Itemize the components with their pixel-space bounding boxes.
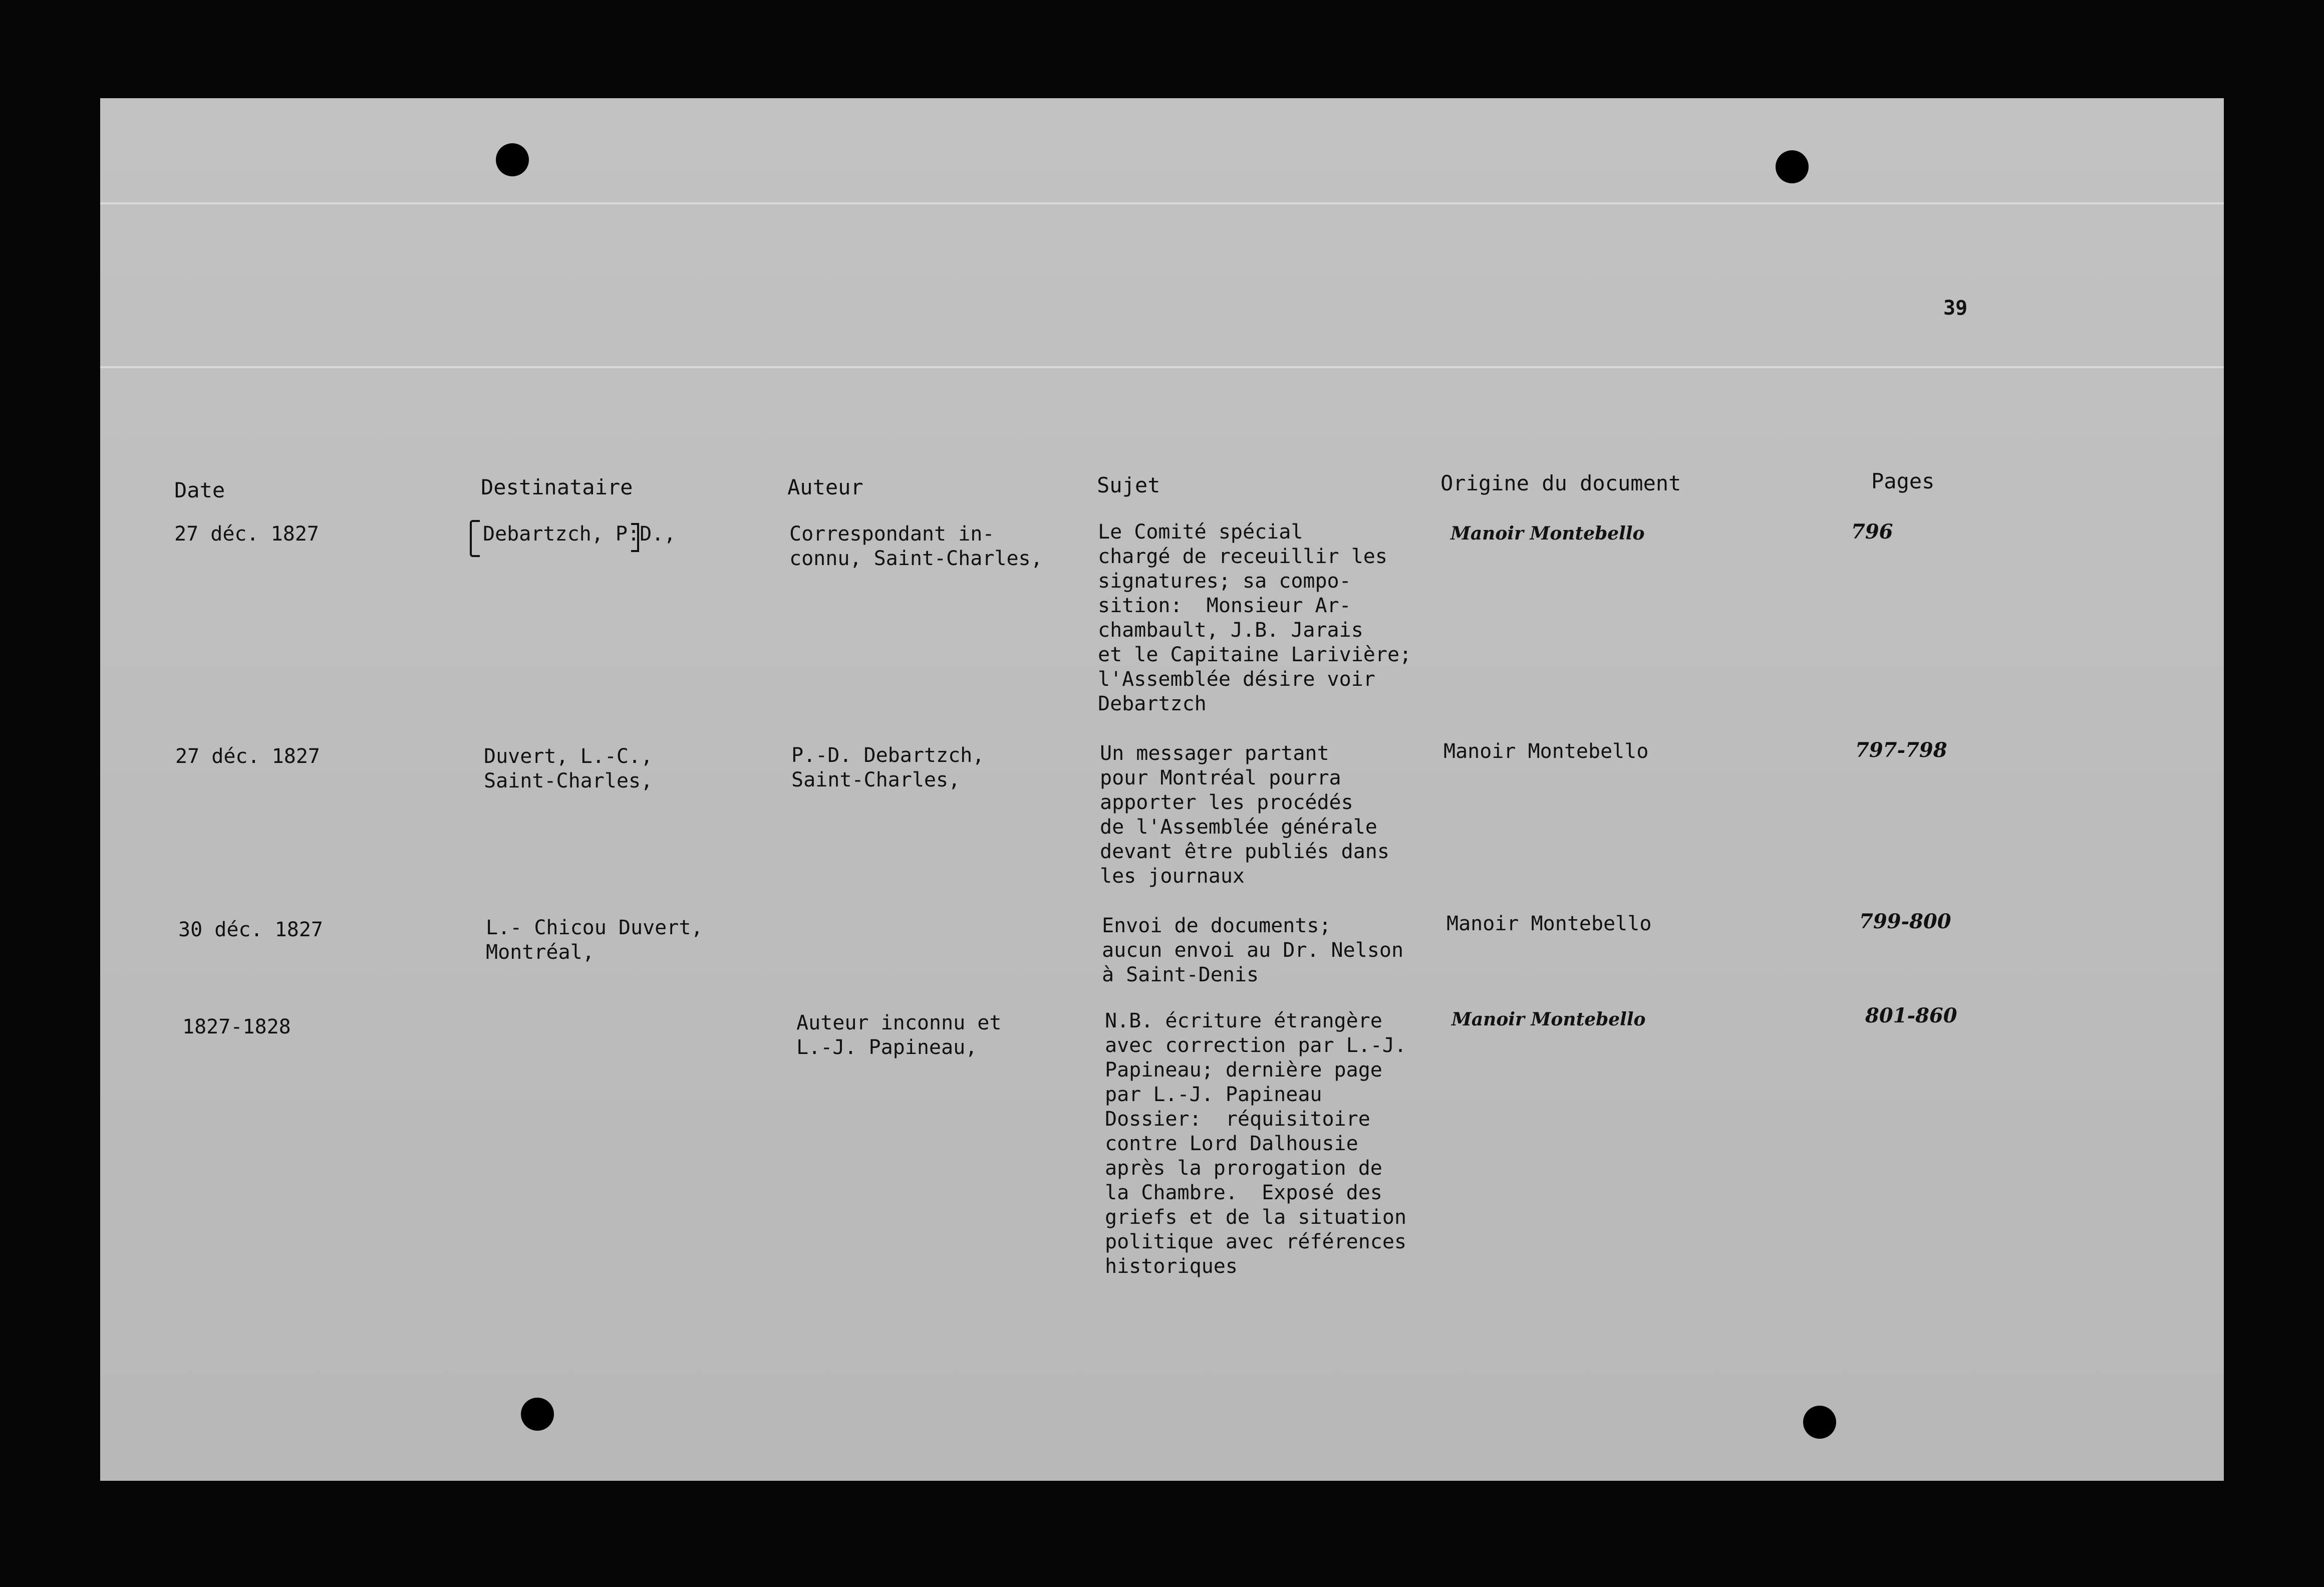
row-4-date: 1827-1828 [182,1015,291,1038]
header-origine: Origine du document [1440,471,1681,495]
header-sujet: Sujet [1097,473,1160,497]
row-3-origine: Manoir Montebello [1446,912,1652,935]
row-3-date: 30 déc. 1827 [178,918,323,941]
row-2-sujet: Un messager partant pour Montréal pourra apporter les procédés de l'Assemblée générale devant être publiés dans les journaux [1100,742,1389,888]
row-3-pages: 799-800 [1859,910,1951,933]
row-2-origine: Manoir Montebello [1443,740,1649,763]
fold-line [100,202,2224,204]
header-pages: Pages [1871,469,1935,493]
bracket-mark [470,520,480,557]
row-1-destinataire: Debartzch, P:D., [483,522,676,546]
punch-hole [1803,1406,1836,1439]
punch-hole [1776,150,1809,183]
row-1-auteur: Correspondant in- connu, Saint-Charles, [789,522,1043,570]
fold-line [100,366,2224,368]
row-4-auteur: Auteur inconnu et L.-J. Papineau, [796,1011,1002,1059]
row-2-date: 27 déc. 1827 [175,745,320,768]
document-sheet [100,98,2224,1481]
header-destinataire: Destinataire [481,475,633,499]
row-3-sujet: Envoi de documents; aucun envoi au Dr. Nelson à Saint-Denis [1102,914,1404,986]
row-4-origine: Manoir Montebello [1451,1009,1646,1030]
punch-hole [496,143,529,176]
row-1-pages: 796 [1851,520,1893,544]
row-1-origine: Manoir Montebello [1450,523,1645,544]
row-4-pages: 801-860 [1865,1004,1957,1027]
header-date: Date [174,478,225,502]
row-2-destinataire: Duvert, L.-C., Saint-Charles, [484,745,653,792]
punch-hole [521,1398,554,1431]
row-2-pages: 797-798 [1855,738,1947,762]
row-4-sujet: N.B. écriture étrangère avec correction par L.-J. Papineau; dernière page par L.-J. Papineau Dossier: réquisitoire contre Lord Dalhousie après la prorogation de la Chambre. Exposé des griefs et de la situation politique avec références historiques [1105,1009,1407,1278]
page-number: 39 [1943,297,1968,320]
header-auteur: Auteur [787,475,863,499]
row-1-sujet: Le Comité spécial chargé de receuillir les signatures; sa compo- sition: Monsieur Ar- chambault, J.B. Jarais et le Capitaine Larivière; l'Assemblée désire voir Debartzch [1098,520,1412,715]
row-3-destinataire: L.- Chicou Duvert, Montréal, [486,916,703,964]
row-2-auteur: P.-D. Debartzch, Saint-Charles, [791,744,985,791]
row-1-date: 27 déc. 1827 [174,522,319,546]
